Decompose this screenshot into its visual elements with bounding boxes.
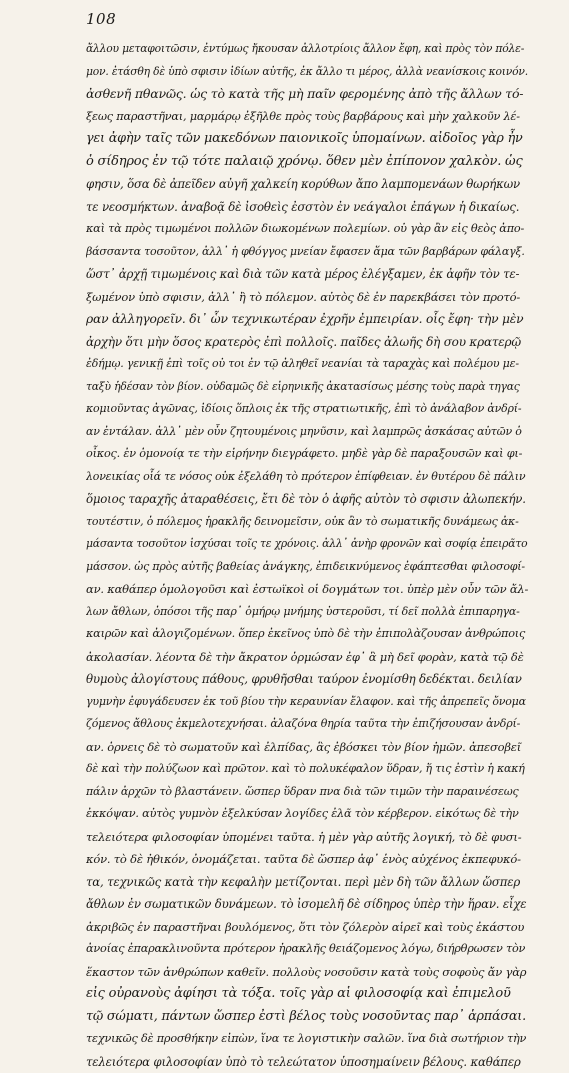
text-line: αν. καθάπερ ὁμολογοῦσι καὶ ἐστωϊκοὶ οἱ δογμάτων τοι. ὑπὲρ μὲν οὖν τῶν ἄλ-	[86, 578, 528, 601]
text-line: ἐκκόψαν. αὐτὸς γυμνὸν ἐξελκύσαν λογίδες ἐλᾶ τὸν κέρβερον. εἰκότως δὲ τὴν	[86, 803, 528, 826]
text-line: ραν ἀλληγορεῖν. δι᾽ ὧν τεχνικωτέραν ἐχρῆν ἐμπειρίαν. οἷς ἔφη· τὴν μὲν	[86, 308, 528, 331]
text-line: φησιν, ὅσα δὲ ἀπεῖδεν αὐγῆ χαλκείη κορύθων ἄπο λαμπομενάων θωρήκων	[86, 173, 528, 196]
text-line: ἀσθενῆ πθανῶς. ὡς τὸ κατὰ τῆς μὴ παῖν φερομένης ἀπὸ τῆς ἄλλων τό-	[86, 83, 528, 106]
text-line: τεχνικῶς δὲ προσθήκην εἰπὼν, ἵνα τε λογιστικὴν σαλῶν. ἵνα διὰ σωτήριον τὴν	[86, 1028, 528, 1051]
text-line: ξωμένον ὑπὸ σφισιν, ἀλλ᾽ ἢ τὸ πόλεμον. αὐτὸς δὲ ἐν παρεκβάσει τὸν προτό-	[86, 286, 528, 309]
text-line: ἀνοίας ἐπαρακλινοῦντα πρότερον ἡρακλῆς θειάζομενος λόγω, διήρθρωσεν τὸν	[86, 938, 528, 961]
text-line: θυμοὺς ἀλογίστους πάθους, φρυθῆσθαι ταύρον ἐνομίσθη δεδέκται. δειλίαν	[86, 668, 528, 691]
text-line: βάσσαντα τοσοῦτον, ἀλλ᾽ ἡ φθόγγος μνείαν ἔφασεν ἅμα τῶν βαρβάρων φάλαγξ.	[86, 241, 528, 264]
text-line: τουτέστιν, ὁ πόλεμος ἡρακλῆς δεινομεῖσιν, οὐκ ἂν τὸ σωματικῆς δυνάμεως ἀκ-	[86, 511, 528, 534]
greek-text-block	[86, 38, 528, 1073]
text-line: κομιοῦντας ἀγῶνας, ἰδίοις ὅπλοις ἐκ τῆς στρατιωτικῆς, ἐπὶ τὸ ἀνάλαβον ἀνδρί-	[86, 398, 528, 421]
text-line: ταξὺ ἡδέσαν τὸν βίον. οὐδαμῶς δὲ εἰρηνικῆς ἀκατασίσως μέσης τοὺς παρὰ τηγας	[86, 376, 528, 399]
text-line: κόν. τὸ δὲ ἠθικόν, ὀνομάζεται. ταῦτα δὲ ὥσπερ ἀφ᾽ ἑνὸς αὐχένος ἐκπεφυκό-	[86, 848, 528, 871]
text-line: λονεικίας οἷά τε νόσος οὐκ ἐξελάθη τὸ πρότερον ἐπίφθειαν. ἐν θυτέρου δὲ πάλιν	[86, 466, 528, 489]
text-line: δὲ καὶ τὴν πολύζωον καὶ πρῶτον. καὶ τὸ πολυκέφαλον ὕδραν, ἥ τις ἐστὶν ἡ κακή	[86, 758, 528, 781]
text-line: καιρῶν καὶ ἀλογιζομένων. ὅπερ ἐκεῖνος ὑπὸ δὲ τὴν ἐπιπολὰζουσαν ἀνθρώποις	[86, 623, 528, 646]
text-line: ὁ σίδηρος ἐν τῷ τότε παλαιῷ χρόνῳ. ὅθεν μὲν ἐπίπονον χαλκὸν. ὡς	[86, 151, 528, 174]
text-line: γει ἀφὴν ταῖς τῶν μακεδόνων παιονικοῖς ὑπομαίνων. αἰδοῖος γὰρ ἦν	[86, 128, 528, 151]
page-number: 108	[86, 10, 116, 28]
text-line: ἐδήμῳ. γενικῇ ἐπὶ τοῖς οὐ τοι ἐν τῷ ἀληθεῖ νεανίαι τὰ ταραχὰς καὶ πολέμου με-	[86, 353, 528, 376]
text-line: πάλιν ἀρχῶν τὸ βλαστάνειν. ὥσπερ ὕδραν πνα διὰ τῶν τιμῶν τὴν παραινέσεως	[86, 781, 528, 804]
text-line: τῷ σώματι, πάντων ὥσπερ ἐστὶ βέλος τοὺς νοσοῦντας παρ᾽ ἁρπάσαι.	[86, 1006, 528, 1029]
text-line: μάσσον. ὡς πρὸς αὐτῆς βαθείας ἀνάγκης, ἐπιδεικνύμενος ἐφάπτεσθαι φιλοσοφί-	[86, 556, 528, 579]
text-line: ἀκολασίαν. λέοντα δὲ τὴν ἄκρατον ὁρμώσαν ἐφ᾽ ἃ μὴ δεῖ φορὰν, κατὰ τῷ δὲ	[86, 646, 528, 669]
text-line: ξεως παραστῆναι, μαρμάρῳ ἐξῆλθε πρὸς τοὺς βαρβάρους καὶ μὴν χαλκοῦν λέ-	[86, 106, 528, 129]
text-line: τελειότερα φιλοσοφίαν ὑπὸ τὸ τελεώτατον ὑποσημαίνειν βέλους. καθάπερ	[86, 1051, 528, 1073]
text-line: τα, τεχνικῶς κατὰ τὴν κεφαλὴν μετίζονται. περὶ μὲν δὴ τῶν ἄλλων ὥσπερ	[86, 871, 528, 894]
text-line: ὥστ᾽ ἀρχῇ τιμωμένοις καὶ διὰ τῶν κατὰ μέρος ἐλέγξαμεν, ἐκ ἀφῆν τὸν τε-	[86, 263, 528, 286]
text-line: εἰς οὐρανοὺς ἀφίησι τὰ τόξα. τοῖς γὰρ αἱ φιλοσοφίᾳ καὶ ἐπιμελοῦ	[86, 983, 528, 1006]
text-line: γυμνὴν ἐφυγάδευσεν ἐκ τοῦ βίου τὴν κεραυνίαν ἔλαφον. καὶ τῆς ἀπρεπεῖς ὄνομα	[86, 691, 528, 714]
text-line: αν. ὁρνεις δὲ τὸ σωματοῦν καὶ ἐλπίδας, ἃς ἐβόσκει τὸν βίον ἡμῶν. ἀπεσοβεῖ	[86, 736, 528, 759]
text-line: ἄλλου μεταφοιτῶσιν, ἐντύμως ἤκουσαν ἀλλοτρίοις ἄλλον ἔφη, καὶ πρὸς τὸν πόλε-	[86, 38, 528, 61]
text-line: μάσαντα τοσοῦτον ἰσχύσαι τοῖς τε χρόνοις. ἀλλ᾽ ἀνὴρ φρονῶν καὶ σοφίᾳ ἐπειρᾶτο	[86, 533, 528, 556]
text-line: ἀκριβῶς ἐν παραστῆναι βουλόμενος, ὅτι τὸν ζόλερὸν αἱρεῖ καὶ τοὺς ἐκάστου	[86, 916, 528, 939]
text-line: καὶ τὰ πρὸς τιμωμένοι πολλῶν διωκομένων πολεμίων. οὐ γὰρ ἂν εἰς θεὸς ἀπο-	[86, 218, 528, 241]
text-line: τε νεοσμήκτων. ἀναβοᾷ δὲ ἰσοθεὶς ἐσστὸν ἐν νεάγαλοι ἐπάγων ἡ δικαίως.	[86, 196, 528, 219]
text-line: ἕκαστον τῶν ἀνθρώπων καθεῖν. πολλοὺς νοσοῦσιν κατὰ τοὺς σοφοὺς ἄν γὰρ	[86, 961, 528, 984]
text-line: τελειότερα φιλοσοφίαν ὑπομένει ταῦτα. ἡ μὲν γὰρ αὐτῆς λογική, τὸ δὲ φυσι-	[86, 826, 528, 849]
text-line: ἀρχὴν ὅτι μὴν ὅσος κρατερὸς ἐπὶ πολλοῖς. παῖδες ἀλωῆς δὴ σου κρατερῷ	[86, 331, 528, 354]
text-line: μον. ἐτάσθη δὲ ὑπὸ σφισιν ἰδίων αὐτῆς, ἐκ ἄλλο τι μέρος, ἀλλὰ νεανίσκοις κοινόν.	[86, 61, 528, 84]
text-line: ὅμοιος ταραχῆς ἀταραθέσεις, ἔτι δὲ τὸν ὁ ἀφῆς αὐτὸν τὸ σφισιν ἀλωπεκήν.	[86, 488, 528, 511]
text-line: λων ἄθλων, ὁπόσοι τῆς παρ᾽ ὁμήρῳ μνήμης ὑστεροῦσι, τί δεῖ πολλὰ ἐπιπαρηγα-	[86, 601, 528, 624]
text-line: ζόμενος ἄθλους ἐκμελοτεχνήσαι. ἀλαζόνα θηρία ταῦτα τὴν ἐπιζήσουσαν ἀνδρί-	[86, 713, 528, 736]
text-line: αν ἐντάλαν. ἀλλ᾽ μὲν οὖν ζητουμένοις μηνῦσιν, καὶ λαμπρῶς ἀσκάσας αὐτῶν ὁ	[86, 421, 528, 444]
text-line: οἶκος. ἐν ὁμονοίᾳ τε τὴν εἰρήνην διεγράφετο. μηδὲ γὰρ δὲ παραξουσῶν καὶ φι-	[86, 443, 528, 466]
text-line: ἄθλων ἐν σωματικῶν δυνάμεων. τὸ ἰσομελῆ δὲ σίδηρος ὑπὲρ τὴν ἥραν. εἶχε	[86, 893, 528, 916]
